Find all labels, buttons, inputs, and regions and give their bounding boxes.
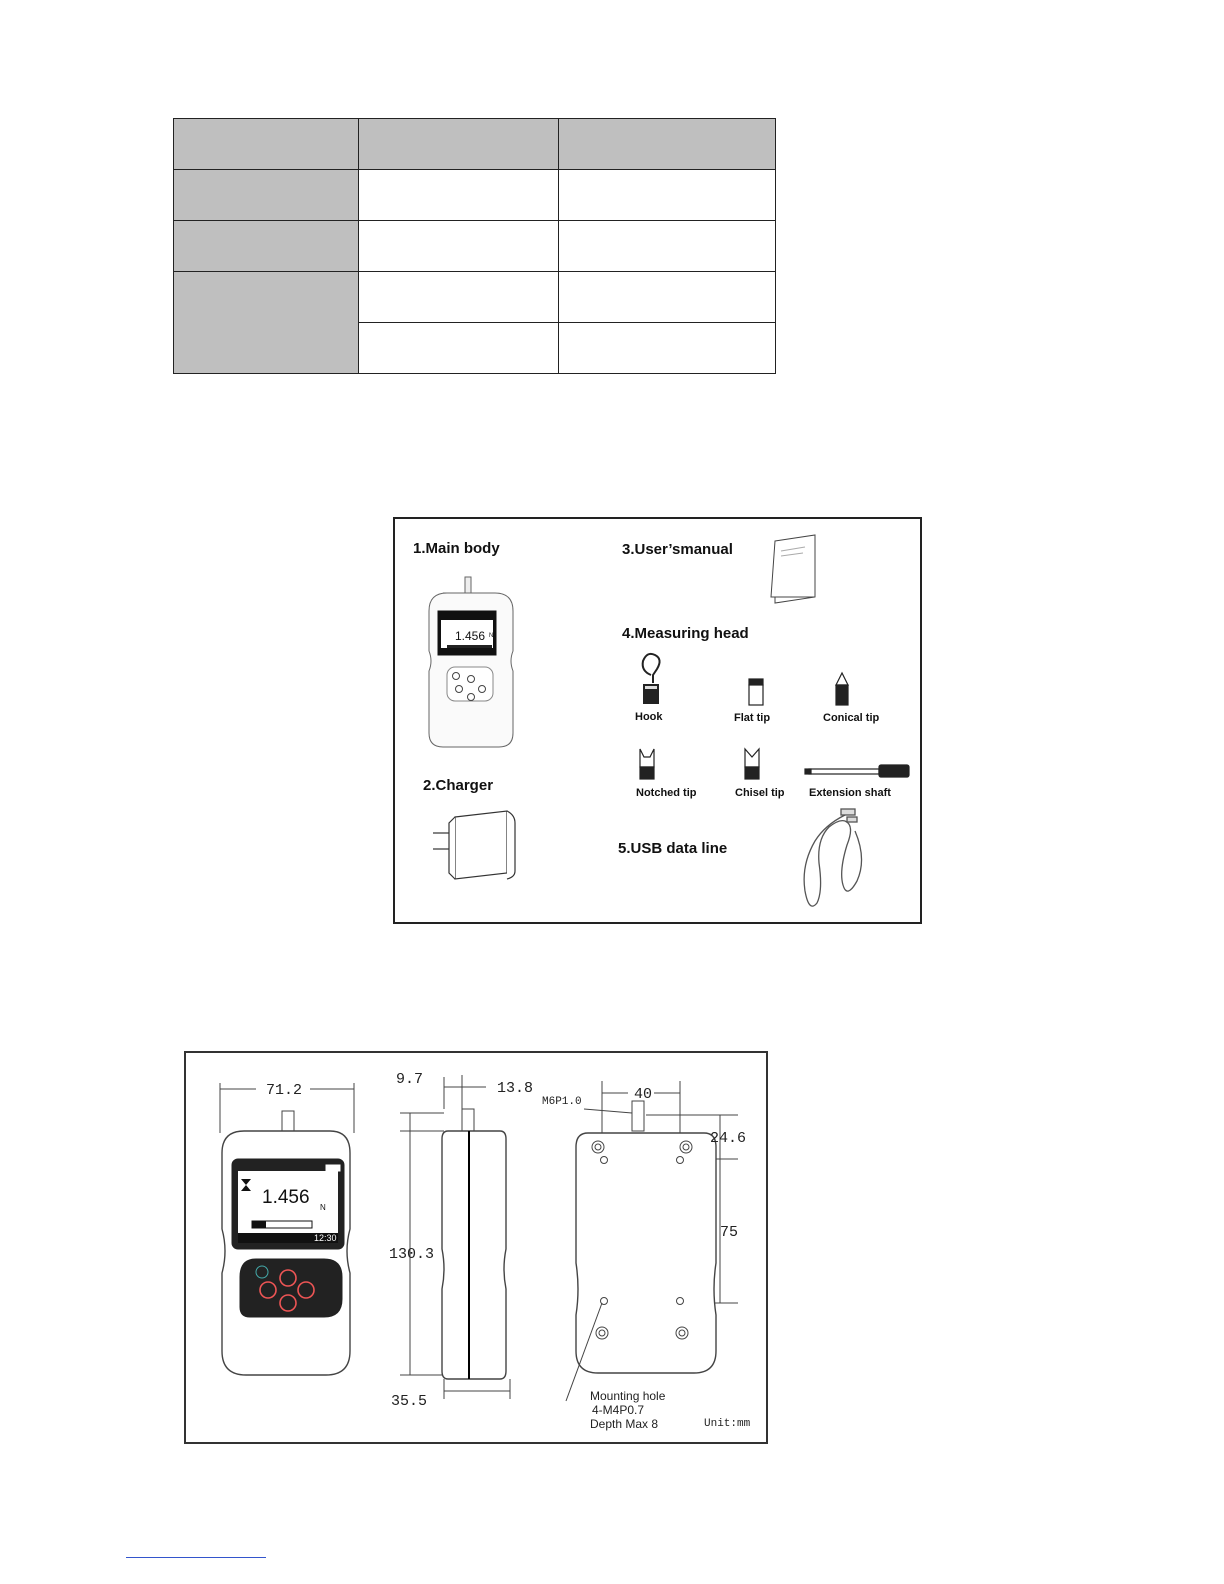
table-header-row (174, 119, 776, 170)
dim-width-front: 71.2 (266, 1082, 303, 1099)
device-reading: 1.456 (262, 1187, 310, 1208)
charger-label: 2.Charger (423, 777, 494, 794)
manual-label: 3.User’smanual (622, 541, 733, 558)
dim-thread: M6P1.0 (542, 1096, 582, 1108)
table-cell (359, 119, 559, 170)
table-row (174, 272, 776, 323)
device-unit: N (489, 633, 494, 639)
table-cell (174, 170, 359, 221)
usb-cable-icon (804, 809, 861, 906)
extension-shaft-icon (805, 765, 909, 777)
charger-illustration (433, 811, 515, 879)
table-cell (559, 170, 776, 221)
device-time: 12:30 (314, 1233, 337, 1243)
extension-shaft-label: Extension shaft (809, 787, 891, 799)
dim-depth: 35.5 (391, 1393, 428, 1410)
hook-label: Hook (635, 711, 663, 723)
chisel-tip-label: Chisel tip (735, 787, 785, 799)
table-cell (174, 272, 359, 374)
dim-height: 130.3 (389, 1246, 435, 1263)
note-line: Mounting hole (590, 1389, 666, 1403)
table-cell (174, 221, 359, 272)
main-body-label: 1.Main body (413, 540, 500, 557)
back-view (566, 1081, 738, 1401)
table-cell (559, 323, 776, 374)
table-cell (559, 272, 776, 323)
table-cell (359, 323, 559, 374)
device-reading: 1.456 (455, 629, 486, 643)
device-illustration (429, 577, 513, 747)
note-line: Depth Max 8 (590, 1417, 659, 1431)
unit-label: Unit:mm (704, 1418, 751, 1430)
notched-tip-icon (640, 749, 654, 779)
dimension-lines (186, 1053, 770, 1446)
table-cell (174, 119, 359, 170)
dim-hole-spacing-v: 75 (720, 1224, 739, 1241)
table-cell (559, 221, 776, 272)
table-row (174, 170, 776, 221)
note-line: 4-M4P0.7 (592, 1403, 645, 1417)
flat-tip-icon (749, 679, 763, 705)
usb-label: 5.USB data line (618, 840, 728, 857)
notched-tip-label: Notched tip (636, 787, 697, 799)
spec-table (173, 118, 776, 374)
dim-side-top-b: 13.8 (497, 1080, 534, 1097)
chisel-tip-icon (745, 749, 759, 779)
table-cell (359, 170, 559, 221)
dim-top-offset: 24.6 (710, 1130, 747, 1147)
table-cell (359, 272, 559, 323)
dim-hole-spacing-h: 40 (634, 1086, 653, 1103)
conical-tip-icon (836, 673, 848, 705)
hook-icon (643, 654, 660, 703)
dimension-drawing (184, 1051, 768, 1444)
conical-tip-label: Conical tip (823, 712, 880, 724)
table-cell (559, 119, 776, 170)
front-view (220, 1083, 354, 1375)
manual-illustration (771, 535, 815, 603)
dim-side-top-a: 9.7 (396, 1071, 424, 1088)
mounting-hole-note (590, 1389, 665, 1431)
device-unit: N (320, 1203, 326, 1212)
table-row (174, 221, 776, 272)
table-cell (359, 221, 559, 272)
footer-link-underline (126, 1557, 266, 1558)
flat-tip-label: Flat tip (734, 712, 771, 724)
measuring-head-label: 4.Measuring head (622, 625, 749, 642)
side-view (400, 1075, 510, 1399)
packing-list-figure (393, 517, 922, 924)
